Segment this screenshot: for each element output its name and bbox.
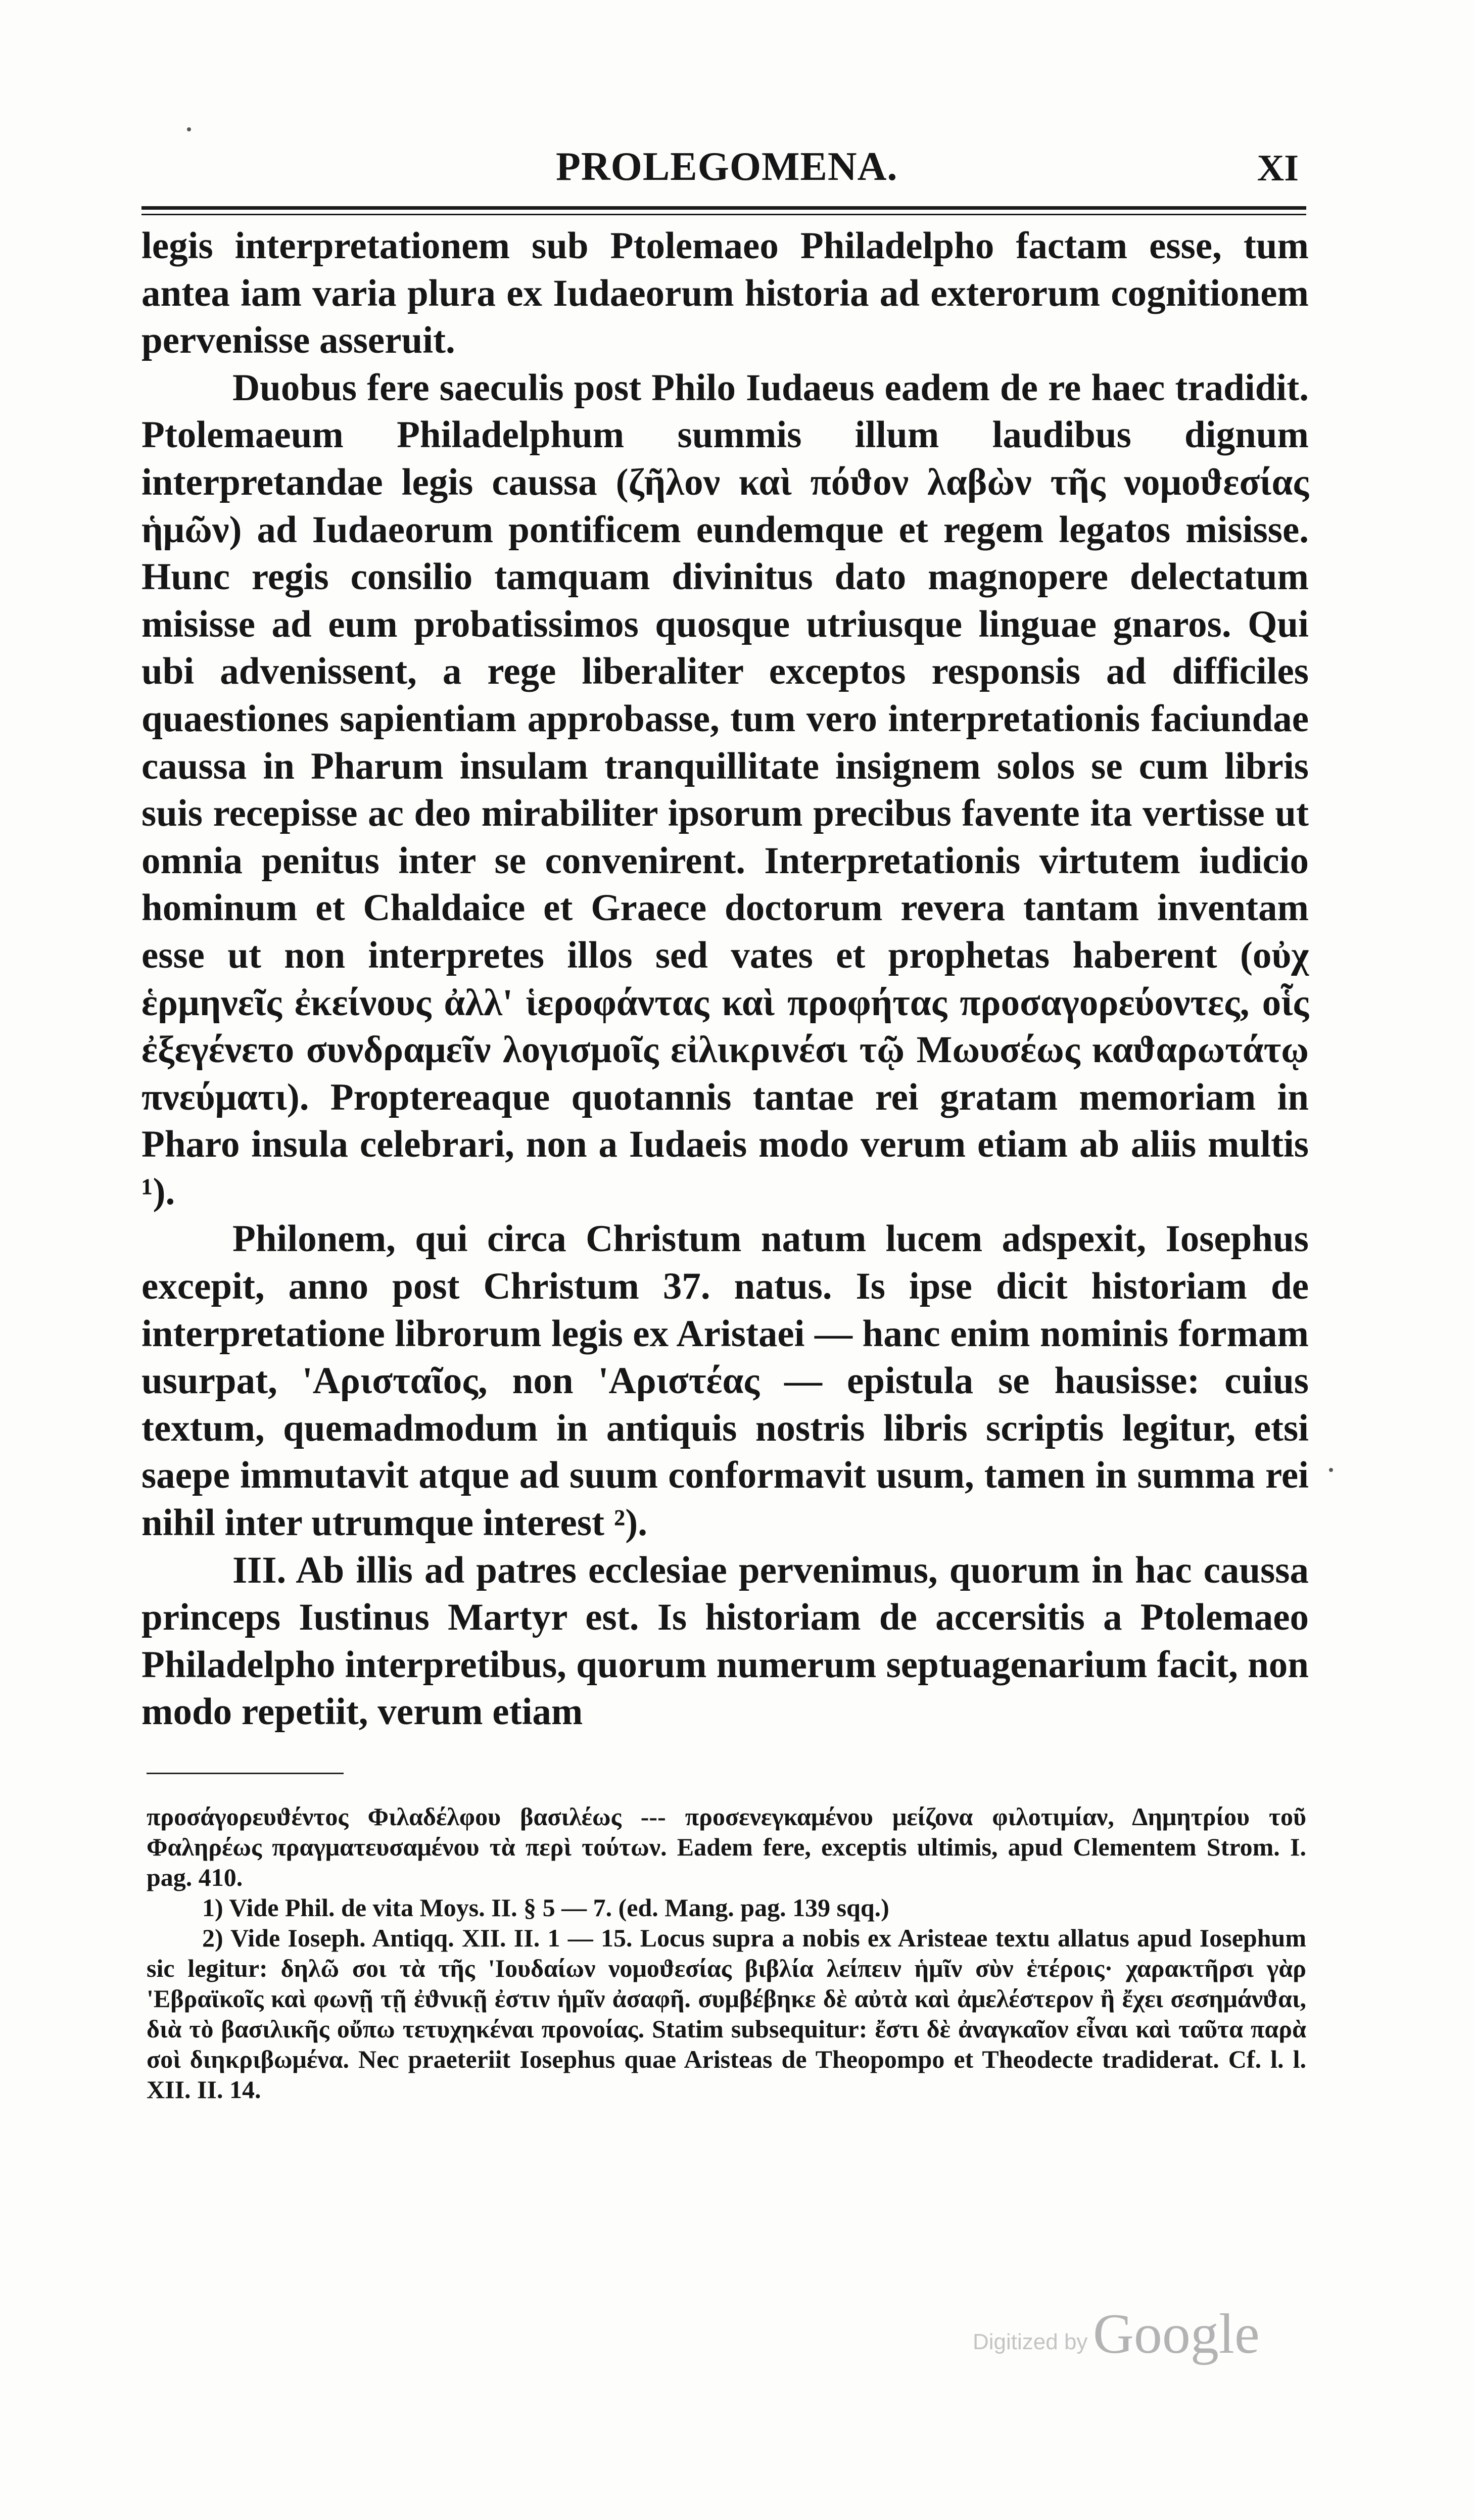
footnote-continuation: προσάγορευϑέντος Φιλαδέλφου βασιλέως --- προσενεγκαμένου μείζονα φιλοτιμίαν, Δημητρίου τοῦ Φαληρέως πραγματευσαμένου τὰ περὶ τούτων. Eadem fere, exceptis ultimis, apud Clementem Strom. I. pag. 410. [147,1802,1306,1891]
speck-mark [187,127,191,131]
header-rule-thin [141,214,1306,215]
google-logo: Google [1093,2303,1260,2365]
header-rule-thick [141,206,1306,210]
footnote-separator [147,1773,344,1774]
running-title: PROLEGOMENA. [556,145,898,189]
footnotes [147,1801,1306,2105]
speck-mark [1329,1468,1333,1472]
paragraph-josephus: Philonem, qui circa Christum natum lucem adspexit, Iosephus excepit, anno post Christum 37. natus. Is ipse dicit historiam de interpretatione librorum legis ex Aristaei — hanc enim nominis formam usurpat, 'Αρισταῖος, non 'Αριστέας — epistula se hausisse: cuius textum, quemadmodum in antiquis nostris libris scriptis legitur, etsi saepe immutavit atque ad suum conformavit usum, tamen in summa rei nihil inter utrumque interest ²). [141,1218,1309,1544]
watermark-caption: Digitized by [973,2329,1088,2354]
footnote-2: 2) Vide Ioseph. Antiqq. XII. II. 1 — 15. Locus supra a nobis ex Aristeae textu allatus apud Iosephum sic legitur: δηλῶ σοι τὰ τῆς 'Ιουδαίων νομοϑεσίας βιβλία λείπειν ἡμῖν σὺν ἑτέροις· χαρακτῆρσι γὰρ 'Εβραϊκοῖς καὶ φωνῇ τῇ ἐϑνικῇ ἐστιν ἡμῖν ἀσαφῆ. συμβέβηκε δὲ αὐτὰ καὶ ἀμελέστερον ἢ ἔχει σεσημάνϑαι, διὰ τὸ βασιλικῆς οὔπω τετυχηκέναι προνοίας. Statim subsequitur: ἔστι δὲ ἀναγκαῖον εἶναι καὶ ταῦτα παρὰ σοὶ διηκριβωμένα. Nec praeteriit Iosephus quae Aristeas de Theopompo et Theodecte tradiderat. Cf. l. l. XII. II. 14. [147,1924,1306,2104]
paragraph-justin: III. Ab illis ad patres ecclesiae pervenimus, quorum in hac caussa princeps Iustinus Martyr est. Is historiam de accersitis a Ptolemaeo Philadelpho interpretibus, quorum numerum septuagenarium facit, non modo repetiit, verum etiam [141,1549,1309,1733]
digitization-watermark [973,2302,1301,2367]
paragraph-continuation: legis interpretationem sub Ptolemaeo Philadelpho factam esse, tum antea iam varia plura ex Iudaeorum historia ad exterorum cognitionem pervenisse asseruit. [141,225,1309,362]
main-text [141,222,1309,1736]
page-header [141,144,1309,200]
footnote-1: 1) Vide Phil. de vita Moys. II. § 5 — 7. (ed. Mang. pag. 139 sqq.) [202,1893,889,1922]
page-number: XI [1257,148,1299,189]
paragraph-philo: Duobus fere saeculis post Philo Iudaeus eadem de re haec tradidit. Ptolemaeum Philadelphum summis illum laudibus dignum interpretandae legis caussa (ζῆλον καὶ πόϑον λαβὼν τῆς νομοϑεσίας ἡμῶν) ad Iudaeorum pontificem eundemque et regem legatos misisse. Hunc regis consilio tamquam divinitus dato magnopere delectatum misisse ad eum probatissimos quosque utriusque linguae gnaros. Qui ubi advenissent, a rege liberaliter exceptos responsis ad difficiles quaestiones sapientiam approbasse, tum vero interpretationis faciundae caussa in Pharum insulam tranquillitate insignem solos se cum libris suis recepisse ac deo mirabiliter ipsorum precibus favente ita vertisse ut omnia penitus inter se convenirent. Interpretationis virtutem iudicio hominum et Chaldaice et Graece doctorum revera tantam inventam esse ut non interpretes illos sed vates et prophetas haberent (οὐχ ἑρμηνεῖς ἐκείνους ἀλλ' ἱεροφάντας καὶ προφήτας προσαγορεύοντες, οἷς ἐξεγένετο συνδραμεῖν λογισμοῖς εἰλικρινέσι τῷ Μωυσέως καϑαρωτάτῳ πνεύματι). Proptereaque quotannis tantae rei gratam memoriam in Pharo insula celebrari, non a Iudaeis modo verum etiam ab aliis multis ¹). [141,366,1309,1213]
